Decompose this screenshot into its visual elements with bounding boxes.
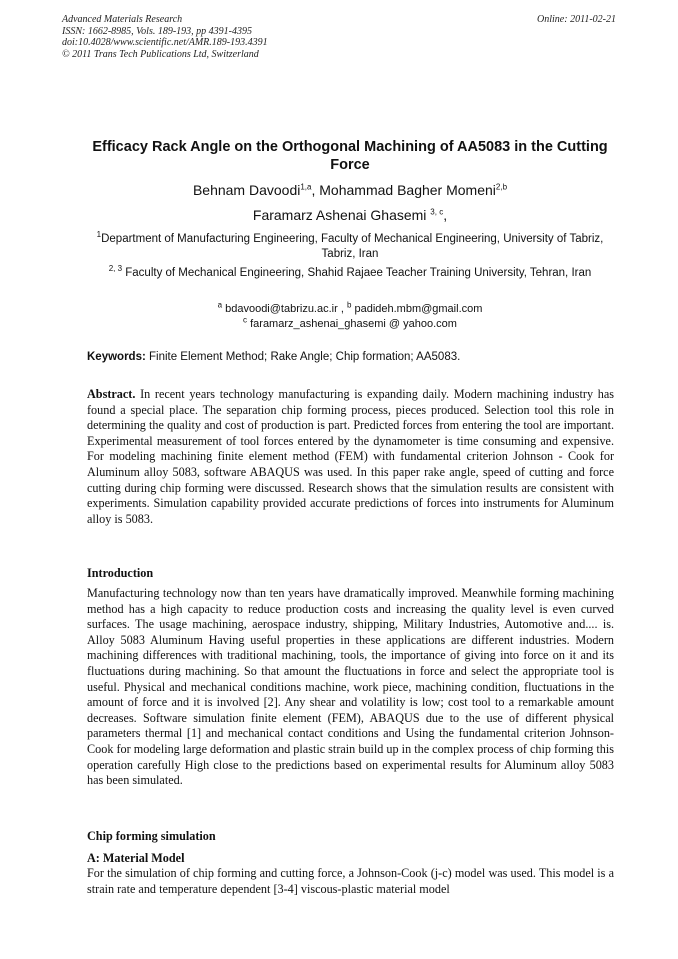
email-b-sup: b [346,300,352,310]
doi-line: doi:10.4028/www.scientific.net/AMR.189-193.4391 [62,37,268,48]
email-a: bdavoodi@tabrizu.ac.ir , [222,303,347,315]
email-c: faramarz_ashenai_ghasemi @ yahoo.com [247,318,457,330]
journal-header [62,14,616,60]
abstract-label: Abstract. [87,387,136,401]
keywords [87,350,627,365]
email-line-2 [80,317,620,332]
affiliation-2 [88,266,612,281]
author-3-name: Faramarz Ashenai Ghasemi [252,207,431,223]
abstract-text: In recent years technology manufacturing is expanding daily. Modern machining industry has found a special place. The separation chip forming process, pieces produced. Selection tool this role in determining the quality and cost of production is part. Predicted forces from entering the tool are important. Experimental measurement of tool forces entered by the dynamometer is time consuming and expensive. For modeling machining finite element method (FEM) with fundamental criterion Johnson - Cook for Aluminum alloy 5083, software ABAQUS was used. In this paper rake angle, speed of cutting and force cutting during chip forming were discussed. Research shows that the simulation results are consistent with experiments. Simulation capability provided accurate predictions of forces into instruments for Aluminum alloy is 5083. [87,387,614,526]
email-b: padideh.mbm@gmail.com [351,303,483,315]
journal-name: Advanced Materials Research [62,14,183,25]
affiliation-2-text: Faculty of Mechanical Engineering, Shahid Rajaee Teacher Training University, Tehran, Iran [122,267,592,279]
author-3-sup: 3, c [430,207,444,217]
author-line-2 [80,206,620,224]
paper-title: Efficacy Rack Angle on the Orthogonal Machining of AA5083 in the Cutting Force [92,139,608,173]
author-2-sup: 2,b [495,182,508,192]
author-1-name: Behnam Davoodi [192,182,301,198]
affiliation-1-sup: 1 [96,230,102,240]
email-a-sup: a [217,300,223,310]
online-date: Online: 2011-02-21 [537,14,616,25]
author-2-name: Mohammad Bagher Momeni [319,182,496,198]
author-line-1 [80,181,620,199]
abstract [87,387,614,527]
chip-forming-heading: Chip forming simulation [87,829,216,843]
material-model-subheading: A: Material Model [87,851,185,865]
introduction-text: Manufacturing technology now than ten years have dramatically improved. Meanwhile forming machining method has a high capacity to reduce production costs and increasing the quality level is even curved surfaces. The usage machining, aerospace industry, shipping, Military Industries, Automotive and.... is. Alloy 5083 Aluminum Having useful properties in these applications are different industries. Modern machining differences with traditional machining, tools, the importance of giving into force on it and its fluctuations during machining. So that amount the fluctuations in force and select the appropriate tool is useful. Physical and mechanical conditions machine, work piece, machining condition, fluctuations in the amount of force and it is involved [2]. Any shear and volatility is low; cost tool to a remarkable amount decreases. Software simulation finite element (FEM), ABAQUS due to the use of different physical parameters thermal [1] and mechanical contact conditions and Using the fundamental criterion Johnson-Cook for modeling large deformation and plastic strain build up in the complex process of chip forming this operation carefully High close to the predictions based on experimental results for Aluminum alloy 5083 has been simulated. [87,586,614,788]
copyright-line: © 2011 Trans Tech Publications Ltd, Switzerland [62,48,259,60]
material-model-text: For the simulation of chip forming and cutting force, a Johnson-Cook (j-c) model was used. This model is a strain rate and temperature dependent [3-4] viscous-plastic material model [87,866,614,896]
affiliation-1 [88,232,612,262]
issn-line: ISSN: 1662-8985, Vols. 189-193, pp 4391-4395 [62,25,252,37]
author-separator: , [311,182,320,198]
author-3-tail: , [443,207,448,223]
keywords-label: Keywords: [87,351,146,363]
affiliation-2-sup: 2, 3 [108,264,123,274]
author-1-sup: 1,a [300,182,312,192]
introduction-heading: Introduction [87,566,154,580]
affiliation-1-text: Department of Manufacturing Engineering, Faculty of Mechanical Engineering, University of Tabriz, Tabriz, Iran [101,233,604,260]
email-c-sup: c [243,315,248,325]
email-line-1 [80,302,620,317]
keywords-text: Finite Element Method; Rake Angle; Chip formation; AA5083. [145,351,461,363]
